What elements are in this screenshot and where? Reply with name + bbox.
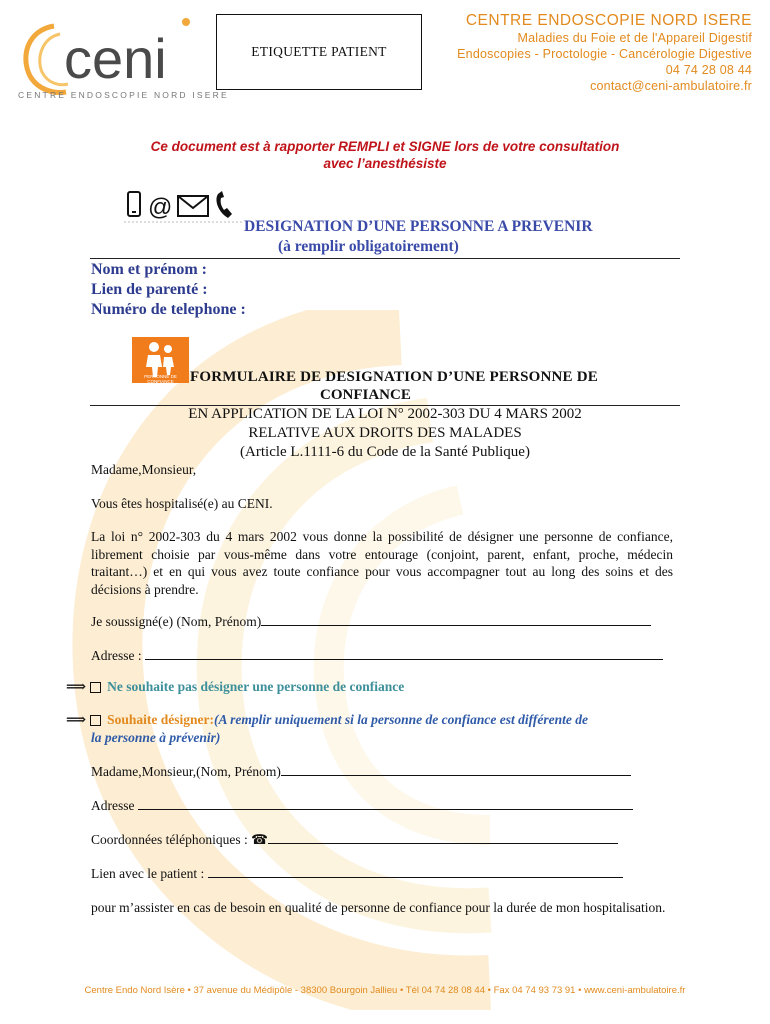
centre-name: CENTRE ENDOSCOPIE NORD ISERE	[465, 12, 752, 29]
patient-label-text: ETIQUETTE PATIENT	[251, 44, 387, 59]
envelope-icon	[178, 196, 208, 216]
address-label: Adresse :	[91, 648, 142, 663]
contact-name-field[interactable]: Nom et prénom :	[91, 261, 207, 278]
telephone-icon: ☎	[251, 832, 268, 847]
form-title-2: CONFIANCE	[320, 387, 411, 403]
contact-phone-field[interactable]: Numéro de telephone :	[91, 301, 246, 318]
patient-label-box	[216, 14, 422, 90]
relation-row	[91, 865, 673, 883]
centre-phone: 04 74 28 08 44	[665, 63, 752, 77]
footer: Centre Endo Nord Isère • 37 avenue du Médipôle - 38300 Bourgoin Jallieu • Tél 04 74 28 08 44 • Fax 04 74 93 73 91 • www.ceni-ambulatoire.fr	[84, 985, 686, 996]
trusted-address-input[interactable]	[138, 797, 633, 810]
mobile-phone-icon	[128, 192, 140, 216]
contact-icons	[124, 188, 244, 226]
trusted-address-label: Adresse	[91, 798, 135, 813]
option-no-checkbox[interactable]	[90, 682, 101, 693]
greeting: Madame,Monsieur,	[91, 462, 197, 477]
phone-label: Coordonnées téléphoniques :	[91, 832, 248, 847]
undersigned-input[interactable]	[261, 613, 651, 626]
undersigned-label: Je soussigné(e) (Nom, Prénom)	[91, 614, 262, 629]
centre-email[interactable]: contact@ceni-ambulatoire.fr	[590, 79, 752, 93]
option-yes-label: Souhaite désigner:	[107, 712, 214, 727]
trusted-name-row	[91, 763, 673, 781]
undersigned-row	[91, 613, 673, 631]
designation-subtitle: (à remplir obligatoirement)	[278, 238, 459, 255]
handset-icon	[216, 191, 232, 218]
designation-title: DESIGNATION D’UNE PERSONNE A PREVENIR	[244, 218, 593, 235]
relation-label: Lien avec le patient :	[91, 866, 205, 881]
notice-line-2: avec l’anesthésiste	[323, 156, 447, 171]
notice	[60, 138, 710, 172]
option-yes-note-2: la personne à prévenir)	[91, 730, 221, 745]
at-sign-icon: @	[148, 194, 173, 221]
ceni-logo	[14, 14, 199, 102]
trusted-phone-input[interactable]	[268, 831, 618, 844]
trusted-address-row	[91, 797, 673, 815]
centre-services: Endoscopies - Proctologie - Cancérologie Digestive	[457, 47, 752, 61]
trusted-name-label: Madame,Monsieur,(Nom, Prénom)	[91, 764, 281, 779]
form-title: FORMULAIRE DE DESIGNATION D’UNE PERSONNE DE	[190, 369, 598, 385]
law-title: RELATIVE AUX DROITS DES MALADES	[248, 425, 522, 441]
trusted-person-icon-label: PERSONNE DE CONFIANCE	[144, 374, 177, 384]
notice-line-1: Ce document est à rapporter REMPLI et SIGNE lors de votre consultation	[150, 139, 620, 154]
option-yes-row	[66, 712, 588, 729]
option-no-row	[66, 679, 404, 696]
trusted-name-input[interactable]	[281, 763, 631, 776]
relation-input[interactable]	[208, 865, 623, 878]
centre-specialty: Maladies du Foie et de l'Appareil Digestif	[517, 31, 752, 45]
option-yes-checkbox[interactable]	[90, 715, 101, 726]
address-input[interactable]	[145, 647, 663, 660]
trusted-person-icon	[132, 337, 189, 383]
option-no-label: Ne souhaite pas désigner une personne de confiance	[107, 679, 405, 694]
closing-text: pour m’assister en cas de besoin en qualité de personne de confiance pour la durée de mon hospitalisation.	[91, 900, 666, 915]
arrow-right-icon: ⟹	[66, 680, 87, 695]
trusted-phone-row	[91, 831, 673, 849]
contact-relation-field[interactable]: Lien de parenté :	[91, 281, 208, 298]
address-row	[91, 647, 673, 665]
law-article: (Article L.1111-6 du Code de la Santé Publique)	[240, 444, 530, 460]
arrow-right-icon: ⟹	[66, 713, 87, 728]
law-paragraph: La loi n° 2002-303 du 4 mars 2002 vous donne la possibilité de désigner une personne de confiance, librement choisie par vous-même dans votre entourage (conjoint, parent, enfant, proche, médecin traitant…) et en qui vous avez toute confiance pour vous accompagner tout au long des soins et des décisions à prendre.	[91, 529, 673, 597]
option-yes-note: (A remplir uniquement si la personne de confiance est différente de	[213, 712, 588, 727]
svg-text:ceni: ceni	[64, 27, 167, 90]
law-reference: EN APPLICATION DE LA LOI N° 2002-303 DU 4 MARS 2002	[188, 406, 582, 422]
section-divider	[90, 258, 680, 259]
logo-tagline: CENTRE ENDOSCOPIE NORD ISERE	[18, 90, 229, 100]
hospitalised-text: Vous êtes hospitalisé(e) au CENI.	[91, 496, 273, 511]
centre-info	[457, 12, 752, 94]
